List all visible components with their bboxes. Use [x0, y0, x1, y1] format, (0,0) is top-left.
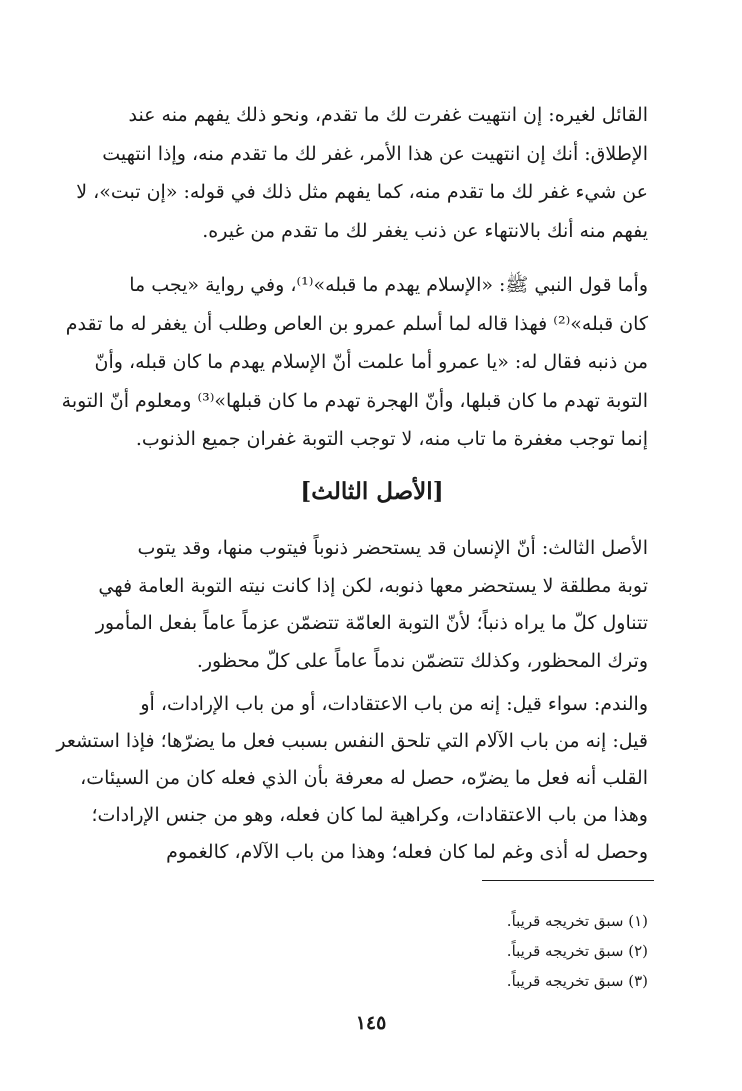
- footnotes: [96, 906, 648, 996]
- section-heading: [الأصل الثالث]: [300, 478, 444, 505]
- text-line: وترك المحظور، وكذلك تتضمّن ندماً عاماً على كلّ محظور.: [196, 649, 648, 672]
- text-line: وهذا من باب الاعتقادات، وكراهية لما كان فعله، وهو من جنس الإرادات؛: [91, 804, 648, 826]
- text-line: كان قبله»⁽²⁾ فهذا قاله لما أسلم عمرو بن العاص وطلب أن يغفر له ما تقدم: [65, 312, 648, 335]
- text-line: والندم: سواء قيل: إنه من باب الاعتقادات، أو من باب الإرادات، أو: [140, 693, 648, 715]
- text-line: التوبة تهدم ما كان قبلها، وأنّ الهجرة تهدم ما كان قبلها»⁽³⁾ ومعلوم أنّ التوبة: [61, 389, 648, 412]
- paragraph-2: [61, 266, 648, 459]
- text-line: القائل لغيره: إن انتهيت غفرت لك ما تقدم، ونحو ذلك يفهم منه عند: [128, 104, 648, 126]
- text-line: الإطلاق: أنك إن انتهيت عن هذا الأمر، غفر لك ما تقدم منه، وإذا انتهيت: [102, 142, 648, 165]
- paragraph-4: [56, 686, 648, 871]
- text-line: القلب أنه فعل ما يضرّه، حصل له معرفة بأن الذي فعله كان من السيئات،: [80, 767, 648, 789]
- text-line: وحصل له أذى وغم لما كان فعله؛ وهذا من باب الآلام، كالغموم: [166, 841, 648, 863]
- footnote-separator: [482, 880, 654, 881]
- footnote: (١) سبق تخريجه قريباً.: [506, 912, 648, 930]
- footnote: (٢) سبق تخريجه قريباً.: [506, 942, 648, 960]
- text-line: قيل: إنه من باب الآلام التي تلحق النفس بسبب فعل ما يضرّها؛ فإذا استشعر: [56, 730, 648, 752]
- page-number: ١٤٥: [355, 1012, 387, 1034]
- text-line: من ذنبه فقال له: «يا عمرو أما علمت أنّ الإسلام يهدم ما كان قبله، وأنّ: [94, 351, 648, 373]
- text-line: يفهم منه أنك بالانتهاء عن ذنب يغفر لك ما تقدم من غيره.: [202, 219, 648, 242]
- text-line: تتناول كلّ ما يراه ذنباً؛ لأنّ التوبة العامّة تتضمّن عزماً عاماً بفعل المأمور: [95, 612, 648, 634]
- footnote: (٣) سبق تخريجه قريباً.: [506, 972, 648, 990]
- text-line: عن شيء غفر لك ما تقدم منه، كما يفهم مثل ذلك في قوله: «إن تبت»، لا: [76, 181, 648, 203]
- text-line: إنما توجب مغفرة ما تاب منه، لا توجب التوبة غفران جميع الذنوب.: [135, 428, 648, 450]
- paragraph-1: [76, 96, 648, 250]
- paragraph-3: [96, 530, 648, 680]
- text-line: وأما قول النبي ﷺ: «الإسلام يهدم ما قبله»⁽¹⁾، وفي رواية «يجب ما: [129, 274, 648, 296]
- text-line: الأصل الثالث: أنّ الإنسان قد يستحضر ذنوباً فيتوب منها، وقد يتوب: [137, 537, 648, 559]
- text-line: توبة مطلقة لا يستحضر معها ذنوبه، لكن إذا كانت نيته التوبة العامة فهي: [98, 574, 648, 597]
